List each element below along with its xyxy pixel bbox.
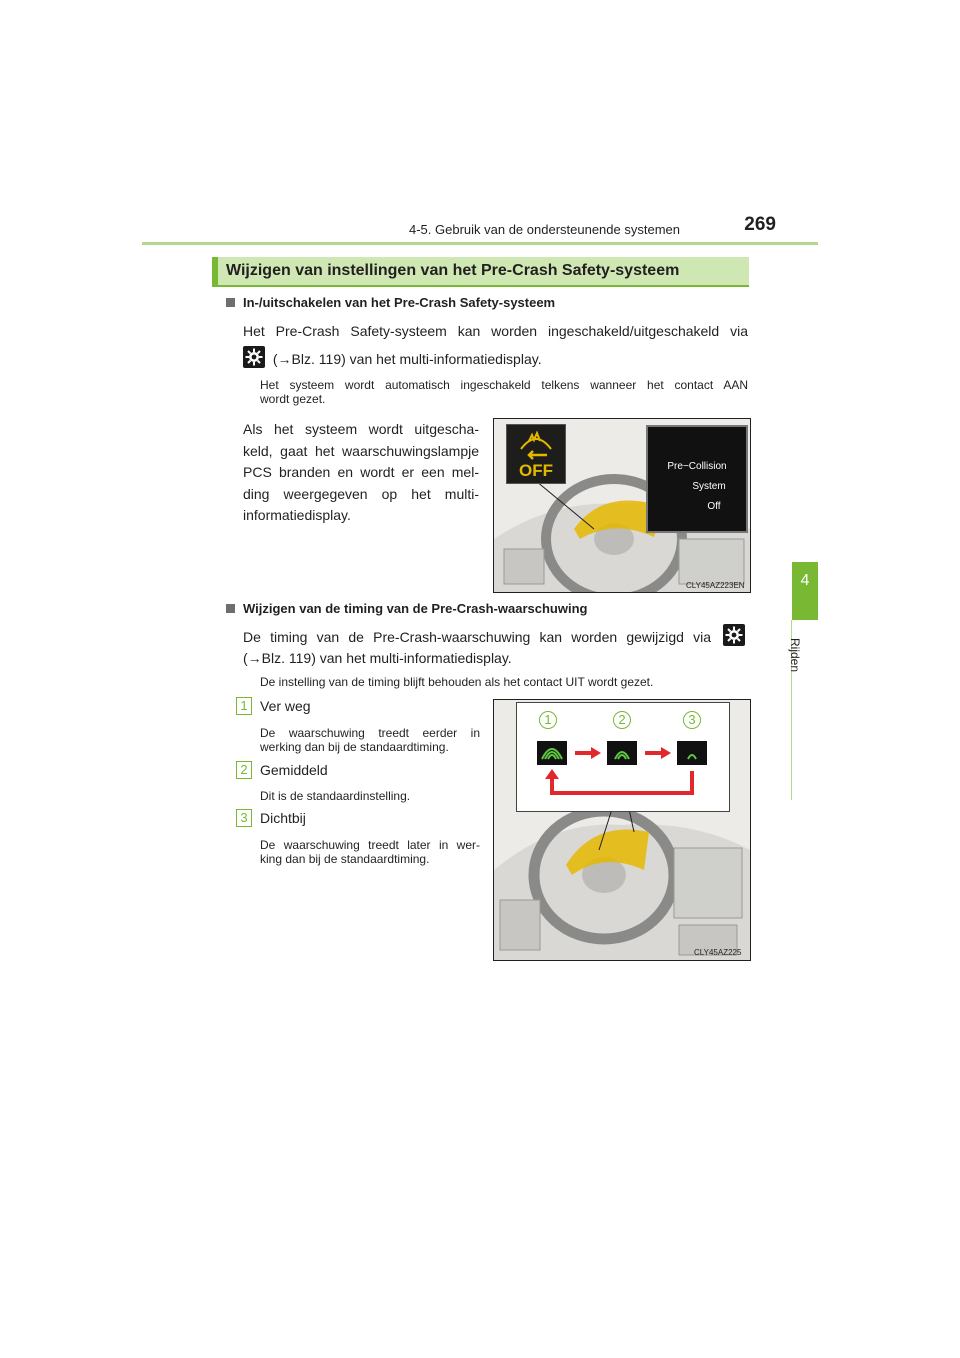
item-description <box>260 726 480 754</box>
item-description: Dit is de standaardinstelling. <box>260 789 411 803</box>
item-label: Ver weg <box>260 698 311 714</box>
pcs-off-label: OFF <box>519 461 553 480</box>
bullet-square-icon <box>226 298 235 307</box>
item-label: Gemiddeld <box>260 762 328 778</box>
timing-sequence-graphic <box>517 703 729 811</box>
settings-gear-icon <box>723 624 745 646</box>
section-heading-rule <box>212 285 749 287</box>
figure-warning-timing <box>493 699 751 961</box>
header-rule <box>142 242 818 245</box>
part1-note-line1: Het systeem wordt automatisch ingeschakeld telkens wanneer het contact AAN <box>260 378 748 392</box>
part2-line1-wrap <box>243 624 748 648</box>
desc-line: Als het systeem wordt uitgescha- <box>243 421 479 437</box>
part2-line1: De timing van de Pre-Crash-waarschuwing kan worden gewijzigd via <box>243 629 711 645</box>
item-label: Dichtbij <box>260 810 306 826</box>
display-line: System <box>692 481 726 492</box>
figure-code: CLY45AZ223EN <box>686 581 745 590</box>
callout-number: 3 <box>683 711 701 729</box>
display-line: Off <box>707 501 721 512</box>
part2-title-text: Wijzigen van de timing van de Pre-Crash-waarschuwing <box>243 601 588 616</box>
item-description <box>260 838 480 866</box>
part1-note <box>260 378 748 406</box>
item-desc-line: De waarschuwing treedt eerder in <box>260 726 480 740</box>
part2-note: De instelling van de timing blijft behouden als het contact UIT wordt gezet. <box>260 675 654 689</box>
part1-title-text: In-/uitschakelen van het Pre-Crash Safety-systeem <box>243 295 556 310</box>
desc-line: informatiedisplay. <box>243 507 351 523</box>
desc-line: keld, gaat het waarschuwingslampje <box>243 442 479 459</box>
part1-line1: Het Pre-Crash Safety-systeem kan worden ingeschakeld/uitgeschakeld via <box>243 323 748 339</box>
callout-number: 2 <box>613 711 631 729</box>
item-number-badge: 3 <box>236 809 252 827</box>
part1-line2: (→Blz. 119) van het multi-informatiedisplay. <box>272 351 542 367</box>
part1-title <box>226 295 555 310</box>
bullet-square-icon <box>226 604 235 613</box>
multi-info-display <box>646 425 748 533</box>
pcs-warning-indicator <box>506 424 566 484</box>
settings-gear-icon <box>243 346 265 368</box>
timing-callout-panel <box>516 702 730 812</box>
figure-code: CLY45AZ225 <box>694 948 742 957</box>
part1-note-line2: wordt gezet. <box>260 392 326 406</box>
part2-line2: (→Blz. 119) van het multi-informatiedisplay. <box>243 650 512 666</box>
item-desc-line: werking dan bij de standaardtiming. <box>260 740 449 754</box>
desc-line: PCS branden en wordt er een mel- <box>243 464 479 480</box>
page-number: 269 <box>744 214 776 235</box>
chapter-label: Rijden <box>788 638 802 673</box>
chapter-number: 4 <box>800 572 810 589</box>
section-title: 4-5. Gebruik van de ondersteunende systemen <box>408 222 680 237</box>
part1-line2-wrap <box>243 346 542 370</box>
display-line: Pre−Collision <box>667 461 727 472</box>
figure-pcs-off <box>493 418 751 593</box>
chapter-tab <box>792 562 818 620</box>
item-desc-line: king dan bij de standaardtiming. <box>260 852 430 866</box>
item-number-badge: 2 <box>236 761 252 779</box>
display-message <box>648 457 746 517</box>
section-heading: Wijzigen van instellingen van het Pre-Crash Safety-systeem <box>226 262 680 279</box>
desc-line: ding weergegeven op het multi- <box>243 485 479 502</box>
item-number-badge: 1 <box>236 697 252 715</box>
section-heading-bar <box>212 257 218 285</box>
item-desc-line: De waarschuwing treedt later in wer- <box>260 838 480 852</box>
callout-number: 1 <box>539 711 557 729</box>
pcs-warning-icon <box>507 427 565 463</box>
part1-description <box>243 419 479 527</box>
part2-title <box>226 601 587 616</box>
